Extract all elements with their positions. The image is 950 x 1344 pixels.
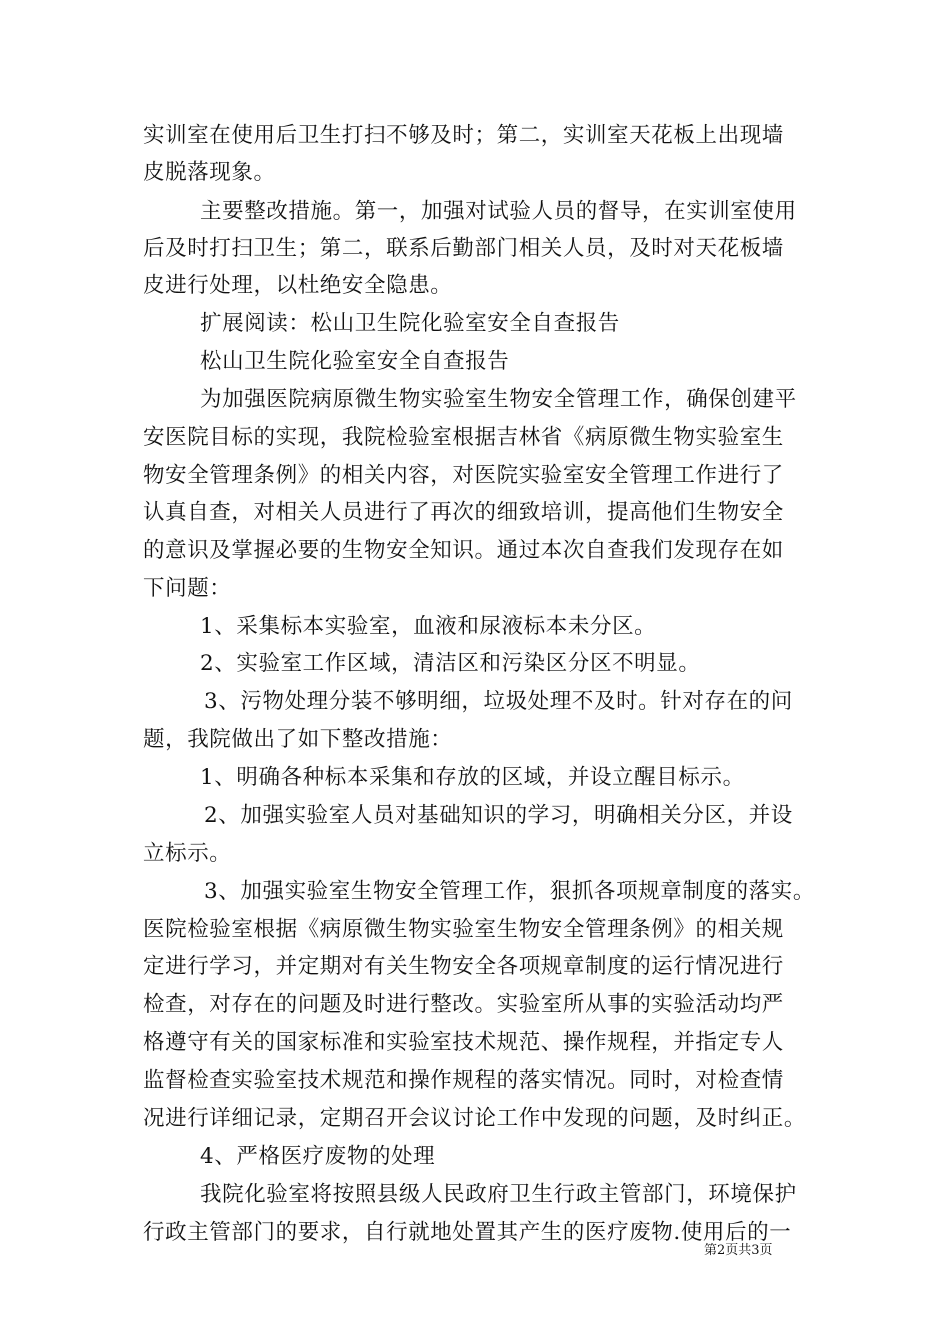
text-line: 2、实验室工作区域，清洁区和污染区分区不明显。 [200,651,701,676]
text-line: 2、加强实验室人员对基础知识的学习，明确相关分区，并设 [204,803,793,828]
text-line: 实训室在使用后卫生打扫不够及时；第二，实训室天花板上出现墙 [143,123,784,148]
text-line: 安医院目标的实现，我院检验室根据吉林省《病原微生物实验室生 [143,425,784,450]
text-line: 况进行详细记录，定期召开会议讨论工作中发现的问题，及时纠正。 [143,1106,807,1131]
text-line: 定进行学习，并定期对有关生物安全各项规章制度的运行情况进行 [143,954,784,979]
text-line: 1、明确各种标本采集和存放的区域，并设立醒目标示。 [200,765,745,790]
text-line: 皮脱落现象。 [143,160,276,185]
text-line: 扩展阅读：松山卫生院化验室安全自查报告 [200,311,620,336]
text-line: 监督检查实验室技术规范和操作规程的落实情况。同时，对检查情 [143,1068,784,1093]
text-line: 我院化验室将按照县级人民政府卫生行政主管部门，环境保护 [200,1182,797,1207]
text-line: 格遵守有关的国家标准和实验室技术规范、操作规程，并指定专人 [143,1030,784,1055]
text-line: 行政主管部门的要求，自行就地处置其产生的医疗废物.使用后的一 [143,1220,792,1245]
page-number-footer: 第2页共3页 [704,1243,773,1258]
text-line: 后及时打扫卫生；第二，联系后勤部门相关人员，及时对天花板墙 [143,236,784,261]
text-line: 4、严格医疗废物的处理 [200,1144,436,1169]
text-line: 题，我院做出了如下整改措施： [143,727,453,752]
text-line: 1、采集标本实验室，血液和尿液标本未分区。 [200,614,657,639]
text-line: 认真自查，对相关人员进行了再次的细致培训，提高他们生物安全 [143,500,784,525]
text-line: 3、加强实验室生物安全管理工作，狠抓各项规章制度的落实。 [204,879,815,904]
text-line: 下问题： [143,576,232,601]
text-line: 3、污物处理分装不够明细，垃圾处理不及时。针对存在的问 [204,689,793,714]
text-line: 松山卫生院化验室安全自查报告 [200,349,510,374]
text-line: 检查，对存在的问题及时进行整改。实验室所从事的实验活动均严 [143,992,784,1017]
text-line: 为加强医院病原微生物实验室生物安全管理工作，确保创建平 [200,387,797,412]
text-line: 立标示。 [143,841,232,866]
text-line: 医院检验室根据《病原微生物实验室生物安全管理条例》的相关规 [143,917,784,942]
text-line: 皮进行处理，以杜绝安全隐患。 [143,273,453,298]
text-line: 的意识及掌握必要的生物安全知识。通过本次自查我们发现存在如 [143,538,784,563]
text-line: 主要整改措施。第一，加强对试验人员的督导，在实训室使用 [200,199,797,224]
text-line: 物安全管理条例》的相关内容，对医院实验室安全管理工作进行了 [143,463,784,488]
